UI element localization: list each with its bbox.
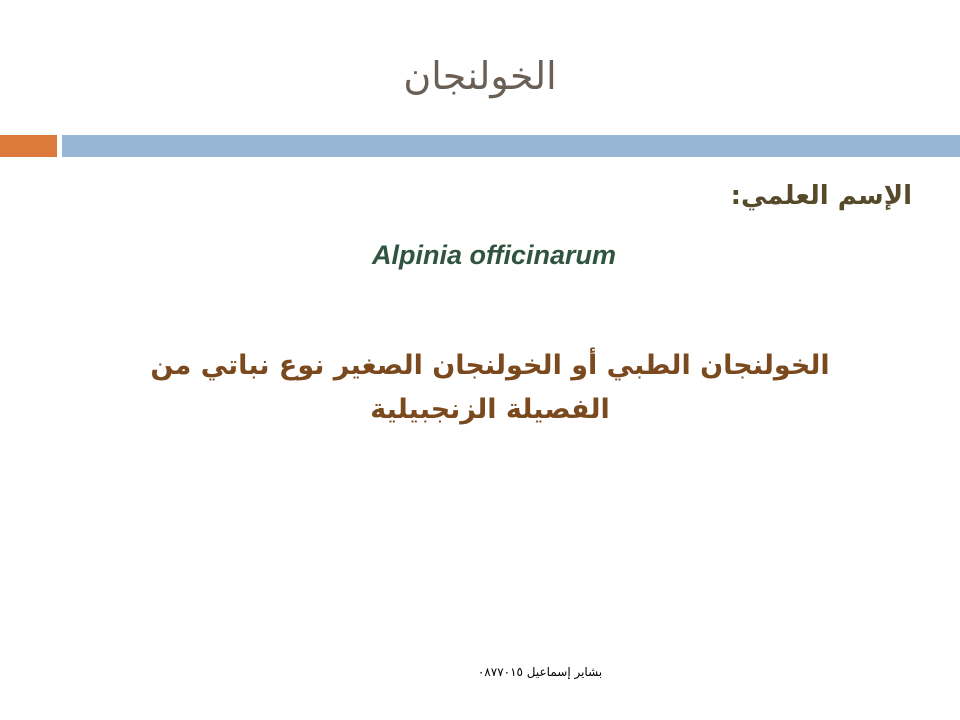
accent-bar-blue — [62, 135, 960, 157]
slide-title: الخولنجان — [403, 54, 557, 98]
description-text: الخولنجان الطبي أو الخولنجان الصغير نوع نباتي من الفصيلة الزنجبيلية — [150, 350, 830, 425]
scientific-name-label: الإسم العلمي: — [730, 181, 912, 211]
footer-author: بشاير إسماعيل ٠٨٧٧٠١٥ — [477, 665, 603, 679]
accent-bar-orange — [0, 135, 57, 157]
scientific-name: Alpinia officinarum — [371, 240, 617, 270]
